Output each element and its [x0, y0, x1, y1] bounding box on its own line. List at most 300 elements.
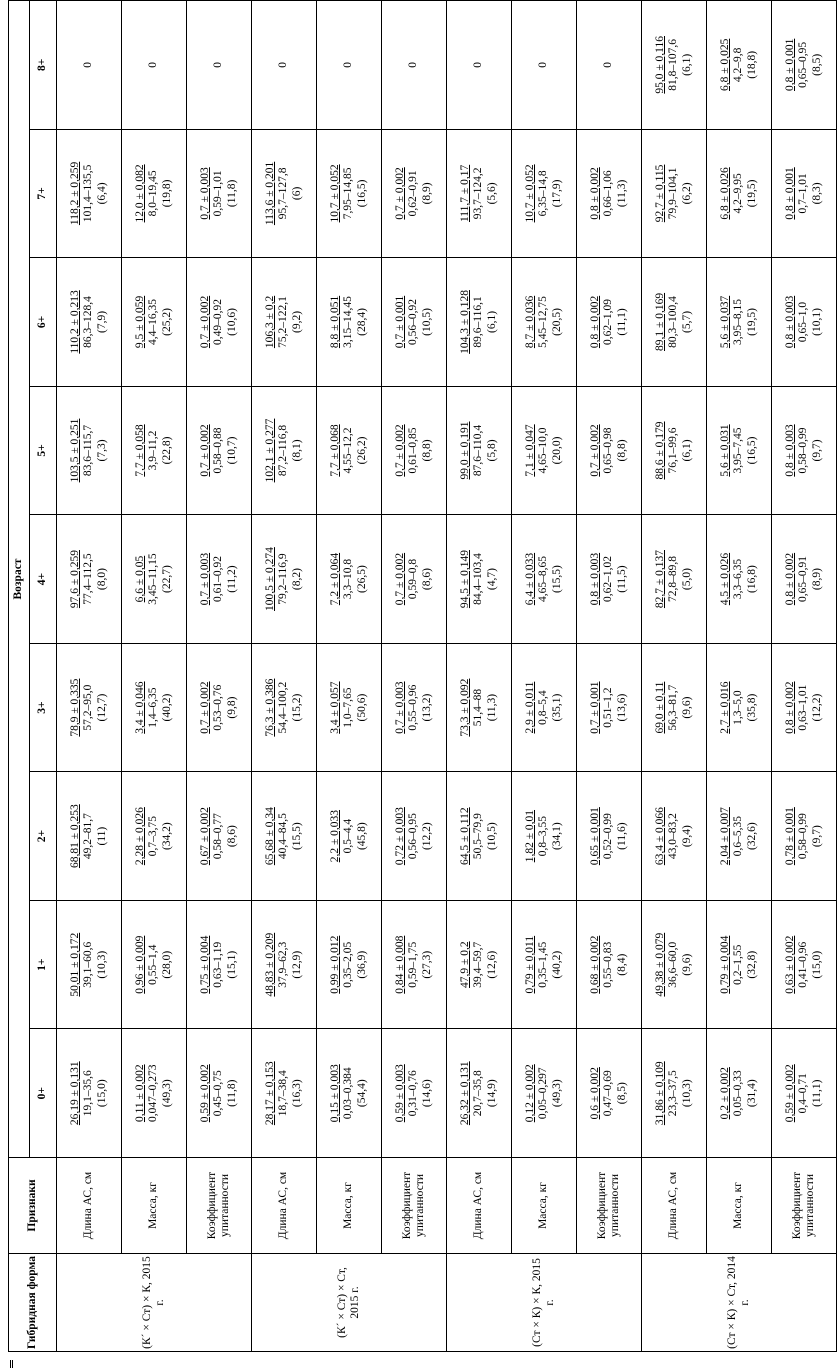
range-value: 4,4–16,35: [147, 298, 160, 345]
mean-value: 89,1 ± 0,169: [654, 292, 667, 351]
range-value: 0,55–0,96: [407, 684, 420, 731]
header-trait: Признаки: [9, 1158, 57, 1254]
cv-value: (11,2): [225, 565, 238, 593]
cv-value: (6,1): [485, 310, 498, 333]
cv-value: (9,6): [680, 696, 693, 719]
cv-value: (6,1): [680, 53, 693, 76]
value-cell: [122, 129, 187, 258]
mean-value: 0,96 ± 0,009: [134, 935, 147, 994]
table-row: [122, 1, 187, 1352]
mean-value: 69,0 ± 0,11: [654, 681, 667, 734]
value-cell: [252, 1, 317, 130]
table-row: [577, 1, 642, 1352]
header-age-5: 5+: [30, 386, 57, 515]
mean-value: 6,4 ± 0,033: [524, 552, 537, 606]
value-cell: [772, 515, 837, 644]
mean-value: 0,7 ± 0,002: [394, 167, 407, 220]
cv-value: (11,1): [810, 1079, 823, 1107]
header-age-4: 4+: [30, 515, 57, 644]
range-value: 86,3–128,4: [82, 296, 95, 348]
cv-value: (45,8): [355, 822, 368, 851]
cv-value: (8,2): [290, 568, 303, 591]
range-value: 0,05–0,33: [732, 1070, 745, 1117]
value-cell: [707, 643, 772, 772]
range-value: 0,7–3,75: [147, 816, 160, 857]
mean-value: 0,7 ± 0,002: [394, 552, 407, 606]
cv-value: (40,2): [550, 950, 563, 979]
cv-value: (27,3): [420, 950, 433, 979]
cv-value: (8,5): [615, 1082, 628, 1105]
mean-value: 0,7 ± 0,001: [394, 295, 407, 349]
value-cell: [512, 1, 577, 130]
cv-value: (22,8): [160, 436, 173, 465]
range-value: 87,6–110,4: [472, 424, 485, 477]
cv-value: (15,2): [290, 693, 303, 722]
header-age: Возраст: [9, 1, 30, 1158]
range-value: 4,65–8,65: [537, 556, 550, 603]
mean-value: 76,3 ± 0,386: [264, 678, 277, 737]
range-value: 51,4–88: [472, 688, 485, 727]
value-cell: [512, 129, 577, 258]
range-value: 0,49–0,92: [212, 298, 225, 345]
cv-value: (16,5): [355, 179, 368, 208]
cv-value: (11,3): [485, 693, 498, 722]
value-cell: [187, 386, 252, 515]
cv-value: (8,9): [810, 568, 823, 591]
mean-value: 10,7 ± 0,052: [524, 164, 537, 223]
value-cell: [57, 772, 122, 901]
value-cell: [447, 515, 512, 644]
cv-value: (20,5): [550, 308, 563, 336]
mean-value: 2,04 ± 0,007: [719, 807, 732, 866]
cv-value: (49,3): [160, 1079, 173, 1108]
mean-value: 7,1 ± 0,047: [524, 424, 537, 477]
cv-value: (5,7): [680, 310, 693, 333]
value-cell: [317, 643, 382, 772]
value-cell: [57, 129, 122, 258]
cv-value: (15,0): [95, 1079, 108, 1108]
range-value: 83,6–115,7: [82, 424, 95, 477]
mean-value: 31,86 ± 0,109: [654, 1061, 667, 1126]
mean-value: 6,8 ± 0,025: [719, 38, 732, 91]
mean-value: 12,0 ± 0,082: [134, 164, 147, 223]
mean-value: 0,12 ± 0,002: [524, 1064, 537, 1123]
cv-value: (8,0): [95, 568, 108, 591]
range-value: 0: [82, 61, 95, 68]
range-value: 0,58–0,77: [212, 813, 225, 860]
range-value: 0: [537, 61, 550, 68]
mean-value: 68,81 ± 0,253: [69, 804, 82, 869]
mean-value: 0,65 ± 0,001: [589, 807, 602, 866]
value-cell: [642, 129, 707, 258]
cv-value: (25,2): [160, 308, 173, 336]
range-value: 0,31–0,76: [407, 1070, 420, 1117]
value-cell: [382, 258, 447, 387]
cv-value: (5,0): [680, 568, 693, 591]
mean-value: 0,7 ± 0,003: [199, 167, 212, 220]
mean-value: 0,8 ± 0,002: [589, 295, 602, 349]
range-value: 50,5–79,9: [472, 813, 485, 860]
range-value: 20,7–35,8: [472, 1070, 485, 1117]
range-value: 0: [147, 61, 160, 68]
cv-value: (31,4): [745, 1079, 758, 1108]
value-cell: [577, 900, 642, 1029]
mean-value: 0,99 ± 0,012: [329, 935, 342, 994]
mean-value: 7,7 ± 0,068: [329, 424, 342, 477]
range-value: 0,65–0,91: [797, 556, 810, 603]
cv-value: (8,8): [615, 439, 628, 462]
mean-value: 0,7 ± 0,001: [589, 681, 602, 734]
range-value: 87,2–116,8: [277, 424, 290, 477]
mean-value: 5,6 ± 0,037: [719, 295, 732, 349]
range-value: 3,9–11,2: [147, 430, 160, 471]
value-cell: [252, 1029, 317, 1158]
header-form: Гибридная форма: [9, 1254, 57, 1352]
mean-value: 104,3 ± 0,128: [459, 290, 472, 354]
mean-value: 3,4 ± 0,057: [329, 681, 342, 734]
value-cell: [577, 258, 642, 387]
mean-value: 5,6 ± 0,031: [719, 424, 732, 477]
mean-value: 82,7 ± 0,137: [654, 550, 667, 609]
mean-value: 0,7 ± 0,002: [589, 424, 602, 477]
cv-value: (4,7): [485, 568, 498, 591]
mean-value: 3,4 ± 0,046: [134, 681, 147, 734]
value-cell: [252, 515, 317, 644]
range-value: 3,95–8,15: [732, 298, 745, 345]
value-cell: [122, 772, 187, 901]
range-value: 0,35–1,45: [537, 941, 550, 988]
table-row: [252, 1, 317, 1352]
cv-value: (28,4): [355, 308, 368, 336]
value-cell: [577, 772, 642, 901]
mean-value: 0,8 ± 0,003: [784, 424, 797, 477]
cv-value: (32,8): [745, 950, 758, 979]
cv-value: (6,1): [680, 439, 693, 462]
range-value: 0,56–0,92: [407, 298, 420, 345]
mean-value: 0,67 ± 0,002: [199, 807, 212, 866]
value-cell: [447, 643, 512, 772]
table-row: [512, 1, 577, 1352]
table-body: [57, 1, 837, 1352]
range-value: 0,4–0,71: [797, 1073, 810, 1114]
mean-value: 0,84 ± 0,008: [394, 935, 407, 994]
trait-cell: Длина АС, см: [642, 1158, 707, 1254]
value-cell: [707, 772, 772, 901]
cv-value: (5,6): [485, 182, 498, 205]
value-cell: [317, 258, 382, 387]
table-row: [772, 1, 837, 1352]
mean-value: 49,38 ± 0,079: [654, 932, 667, 997]
value-cell: [57, 1, 122, 130]
value-cell: [577, 1, 642, 130]
value-cell: [187, 900, 252, 1029]
range-value: 4,2–9,95: [732, 173, 745, 214]
value-cell: [512, 515, 577, 644]
cv-value: (6,2): [680, 182, 693, 205]
value-cell: [512, 772, 577, 901]
value-cell: [447, 900, 512, 1029]
range-value: 7,95–14,85: [342, 167, 355, 220]
cv-value: (14,9): [485, 1079, 498, 1108]
range-value: 8,0–19,45: [147, 170, 160, 217]
value-cell: [57, 386, 122, 515]
range-value: 80,3–100,4: [667, 296, 680, 348]
value-cell: [447, 1, 512, 130]
mean-value: 10,7 ± 0,052: [329, 164, 342, 223]
range-value: 3,45–11,15: [147, 553, 160, 605]
value-cell: [577, 386, 642, 515]
mean-value: 0,8 ± 0,002: [589, 167, 602, 220]
mean-value: 7,2 ± 0,064: [329, 552, 342, 606]
cv-value: (10,1): [810, 308, 823, 336]
trait-cell: Масса, кг: [122, 1158, 187, 1254]
trait-cell: Длина АС, см: [447, 1158, 512, 1254]
range-value: 0,2–1,55: [732, 944, 745, 985]
cv-value: (34,2): [160, 822, 173, 851]
value-cell: [122, 900, 187, 1029]
range-value: 0,61–0,92: [212, 556, 225, 603]
cv-value: (10,5): [420, 308, 433, 336]
value-cell: [57, 515, 122, 644]
mean-value: 95,0 ± 0,116: [654, 36, 667, 94]
value-cell: [252, 900, 317, 1029]
header-age-7: 7+: [30, 129, 57, 258]
cv-value: (9,6): [680, 953, 693, 976]
value-cell: [512, 900, 577, 1029]
value-cell: [707, 1029, 772, 1158]
value-cell: [772, 129, 837, 258]
mean-value: 0,8 ± 0,002: [784, 681, 797, 734]
trait-cell: Коэффициент упитанности: [577, 1158, 642, 1254]
mean-value: 102,1 ± 0,277: [264, 418, 277, 483]
mean-value: 50,01 ± 0,172: [69, 932, 82, 997]
value-cell: [187, 772, 252, 901]
mean-value: 63,4 ± 0,066: [654, 807, 667, 866]
range-value: 43,0–83,2: [667, 813, 680, 860]
value-cell: [772, 900, 837, 1029]
value-cell: [122, 386, 187, 515]
value-cell: [772, 386, 837, 515]
mean-value: 78,9 ± 0,335: [69, 678, 82, 737]
range-value: 40,4–84,5: [277, 813, 290, 860]
range-value: 89,6–116,1: [472, 296, 485, 348]
range-value: 57,2–95,0: [82, 684, 95, 731]
mean-value: 110,2 ± 0,213: [69, 290, 82, 354]
value-cell: [642, 772, 707, 901]
cv-value: (35,1): [550, 693, 563, 722]
cv-value: (18,8): [745, 50, 758, 79]
cv-value: (22,7): [160, 565, 173, 593]
range-value: 49,2–81,7: [82, 813, 95, 860]
range-value: 0: [342, 61, 355, 68]
cv-value: (26,5): [355, 565, 368, 593]
range-value: 0,62–0,91: [407, 170, 420, 217]
cv-value: (11,6): [615, 822, 628, 850]
mean-value: 113,6 ± 0,201: [264, 161, 277, 226]
cv-value: (11,8): [225, 1079, 238, 1107]
cv-value: (16,3): [290, 1079, 303, 1108]
value-cell: [382, 386, 447, 515]
trait-cell: Длина АС, см: [252, 1158, 317, 1254]
range-value: 0,6–5,35: [732, 816, 745, 857]
range-value: 76,1–99,6: [667, 427, 680, 474]
range-value: 72,8–89,8: [667, 556, 680, 603]
trait-cell: Коэффициент упитанности: [772, 1158, 837, 1254]
cv-value: (9,8): [225, 696, 238, 719]
cv-value: (8,6): [225, 825, 238, 848]
range-value: 0,58–0,99: [797, 427, 810, 474]
range-value: 0,41–0,96: [797, 941, 810, 988]
cv-value: (7,3): [95, 439, 108, 462]
mean-value: 0,59 ± 0,002: [784, 1064, 797, 1123]
mean-value: 0,7 ± 0,003: [199, 552, 212, 606]
cv-value: (15,1): [225, 950, 238, 979]
range-value: 0: [212, 61, 225, 68]
value-cell: [57, 643, 122, 772]
mean-value: 0,7 ± 0,003: [394, 681, 407, 734]
cv-value: (28,0): [160, 950, 173, 979]
cv-value: (15,5): [550, 565, 563, 593]
range-value: 0,63–1,19: [212, 941, 225, 988]
value-cell: [577, 643, 642, 772]
mean-value: 2,9 ± 0,011: [524, 681, 537, 734]
mean-value: 0,8 ± 0,001: [784, 38, 797, 91]
mean-value: 7,7 ± 0,058: [134, 424, 147, 477]
cv-value: (9,7): [810, 825, 823, 848]
mean-value: 0,78 ± 0,001: [784, 807, 797, 866]
mean-value: 94,5 ± 0,149: [459, 550, 472, 609]
mean-value: 6,6 ± 0,05: [134, 555, 147, 603]
value-cell: [317, 772, 382, 901]
range-value: 0,62–1,02: [602, 556, 615, 603]
cv-value: (16,5): [745, 436, 758, 465]
mean-value: 0,7 ± 0,002: [199, 295, 212, 349]
cv-value: (26,2): [355, 436, 368, 465]
cv-value: (11,3): [615, 179, 628, 208]
range-value: 0,63–1,01: [797, 684, 810, 731]
trait-cell: Длина АС, см: [57, 1158, 122, 1254]
data-table: [8, 0, 837, 1352]
cv-value: (19,5): [745, 308, 758, 336]
mean-value: 0,79 ± 0,011: [524, 935, 537, 994]
header-age-8: 8+: [30, 1, 57, 130]
mean-value: 118,2 ± 0,259: [69, 161, 82, 226]
mean-value: 0,75 ± 0,004: [199, 935, 212, 994]
value-cell: [707, 1, 772, 130]
cv-value: (49,3): [550, 1079, 563, 1108]
mean-value: 0,59 ± 0,003: [394, 1064, 407, 1123]
cv-value: (8,1): [290, 439, 303, 462]
range-value: 0,59–1,75: [407, 941, 420, 988]
value-cell: [447, 129, 512, 258]
value-cell: [707, 900, 772, 1029]
value-cell: [447, 258, 512, 387]
mean-value: 0,72 ± 0,003: [394, 807, 407, 866]
range-value: 1,0–7,65: [342, 687, 355, 728]
mean-value: 106,3 ± 0,2: [264, 295, 277, 349]
mean-value: 26,32 ± 0,131: [459, 1061, 472, 1126]
cv-value: (17,9): [550, 179, 563, 208]
header-age-3: 3+: [30, 643, 57, 772]
mean-value: 1,82 ± 0,01: [524, 809, 537, 863]
mean-value: 0,7 ± 0,002: [199, 424, 212, 477]
range-value: 0,61–0,85: [407, 427, 420, 474]
cv-value: (10,7): [225, 436, 238, 465]
age-header-row: [30, 1, 57, 1352]
range-value: 6,35–14,8: [537, 170, 550, 217]
range-value: 39,4–59,7: [472, 941, 485, 988]
header-age-6: 6+: [30, 258, 57, 387]
mean-value: 0,7 ± 0,002: [394, 424, 407, 477]
value-cell: [642, 900, 707, 1029]
mean-value: 73,3 ± 0,092: [459, 678, 472, 737]
mean-value: 0,7 ± 0,002: [199, 681, 212, 734]
cv-value: (50,6): [355, 693, 368, 722]
value-cell: [252, 772, 317, 901]
cv-value: (11,5): [615, 565, 628, 593]
range-value: 1,4–6,35: [147, 687, 160, 728]
header-age-1: 1+: [30, 900, 57, 1029]
trait-cell: Масса, кг: [317, 1158, 382, 1254]
cv-value: (20,0): [550, 436, 563, 465]
value-cell: [707, 258, 772, 387]
range-value: 84,4–103,4: [472, 553, 485, 605]
table-row: [707, 1, 772, 1352]
range-value: 0,35–2,05: [342, 941, 355, 988]
range-value: 0,55–0,83: [602, 941, 615, 988]
hybrid-form-cell: (Ст × К) × Ст, 2014 г.: [642, 1254, 837, 1352]
value-cell: [382, 1, 447, 130]
cv-value: (10,3): [680, 1079, 693, 1108]
value-cell: [707, 515, 772, 644]
range-value: 3,95–7,45: [732, 427, 745, 474]
mean-value: 2,2 ± 0,033: [329, 809, 342, 863]
mean-value: 111,7 ± 0,17: [459, 164, 472, 223]
mean-value: 64,5 ± 0,112: [459, 807, 472, 865]
cv-value: (16,8): [745, 565, 758, 593]
value-cell: [382, 772, 447, 901]
mean-value: 6,8 ± 0,026: [719, 167, 732, 220]
mean-value: 99,0 ± 0,191: [459, 421, 472, 480]
cv-value: (8,9): [420, 182, 433, 205]
range-value: 0,03–0,384: [342, 1067, 355, 1120]
value-cell: [512, 258, 577, 387]
range-value: 0,59–1,01: [212, 170, 225, 217]
cv-value: (12,9): [290, 950, 303, 979]
mean-value: 0,15 ± 0,003: [329, 1064, 342, 1123]
range-value: 1,3–5,0: [732, 690, 745, 725]
value-cell: [382, 900, 447, 1029]
value-cell: [642, 1, 707, 130]
value-cell: [382, 129, 447, 258]
mean-value: 0,6 ± 0,002: [589, 1067, 602, 1120]
cv-value: (9,4): [680, 825, 693, 848]
value-cell: [122, 643, 187, 772]
value-cell: [642, 386, 707, 515]
range-value: 95,7–127,8: [277, 167, 290, 220]
cv-value: (19,8): [160, 179, 173, 208]
range-value: 77,4–112,5: [82, 553, 95, 605]
range-value: 0,56–0,95: [407, 813, 420, 860]
value-cell: [382, 643, 447, 772]
value-cell: [252, 129, 317, 258]
value-cell: [122, 515, 187, 644]
range-value: 0,53–0,76: [212, 684, 225, 731]
cv-value: (10,3): [95, 950, 108, 979]
cv-value: (12,2): [420, 822, 433, 851]
cv-value: (54,4): [355, 1079, 368, 1108]
value-cell: [642, 1029, 707, 1158]
